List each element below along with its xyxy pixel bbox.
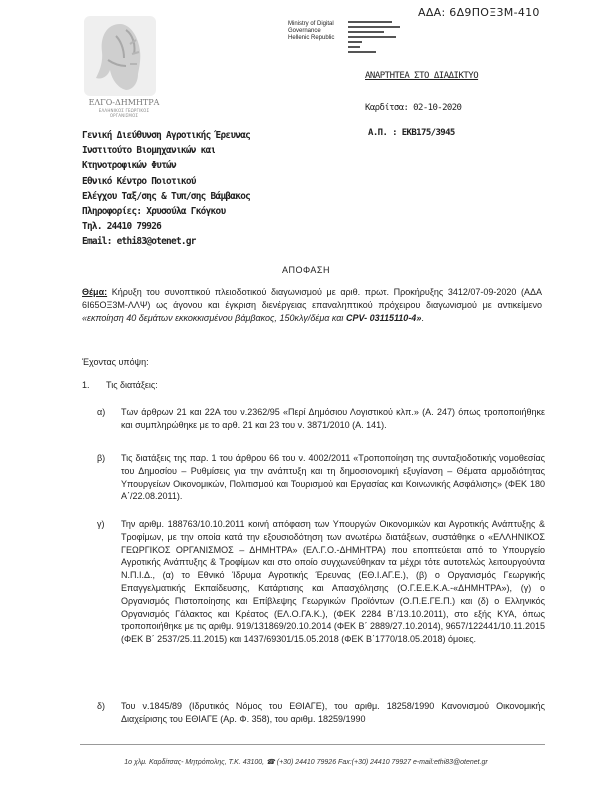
having-heading: Έχοντας υπόψη: [82, 357, 149, 367]
dimitra-head-icon [80, 14, 160, 100]
list-item [97, 700, 545, 726]
sender-line: Ελέγχου Ταξ/σης & Τυπ/σης Βάμβακος [82, 190, 251, 202]
list-item-mark: β) [97, 453, 106, 463]
section-1-heading [82, 380, 158, 390]
section-number: 1. [82, 380, 90, 390]
elgo-dimitra-logo [80, 14, 160, 100]
sender-phone: Τηλ. 24410 79926 [82, 221, 162, 233]
list-item-text: Τις διατάξεις της παρ. 1 του άρθρου 66 του ν. 4002/2011 «Τροποποίηση της συνταξιοδοτικής νομοθεσίας του Δημοσίου – Ρυθμίσεις για την ανάπτυξη και τη δημοσιονομική εξυγίανση – Θέματα αρμοδιότητας Υπουργείων Οικονομικών, Πολιτισμού και Τουρισμού και Εργασίας και Κοινωνικής Ασφάλισης» (ΦΕΚ 180 Α΄/22.08.2011). [121, 453, 545, 502]
footer-divider [80, 744, 545, 745]
ministry-block [288, 21, 334, 42]
footer-address: 1ο χλμ. Καρδίτσας- Μητρόπολης, Τ.Κ. 43100, ☎ (+30) 24410 79926 Fax:(+30) 24410 79927 e-mail:ethi83@otenet.gr [124, 759, 488, 766]
sender-line: Πληροφορίες: Χρυσούλα Γκόγκου [82, 206, 226, 218]
signature-stamp-icon [348, 20, 408, 56]
list-item-text: Των άρθρων 21 και 22Α του ν.2362/95 «Περί Δημόσιου Λογιστικού κλπ.» (Α. 247) όπως τροποποιήθηκε και συμπληρώθηκε με το αρθ. 21 και 23 του ν. 3871/2010 (Α. 141). [121, 407, 545, 430]
sender-block [82, 128, 250, 250]
list-item [97, 518, 545, 646]
list-item-mark: γ) [97, 519, 105, 529]
list-item [97, 406, 545, 432]
list-item [97, 452, 545, 503]
list-item-text: Του ν.1845/89 (Ιδρυτικός Νόμος του ΕΘΙΑΓΕ), του αριθμ. 18258/1990 Κανονισμού Οικονομικής Διαχείρισης του ΕΘΙΑΓΕ (Αρ. Φ. 358), του αριθμ. 18259/1990 [121, 701, 545, 724]
subject-end: . [421, 313, 424, 323]
ministry-line: Ministry of Digital [288, 21, 334, 27]
digital-signature-stamp [348, 20, 408, 58]
section-label: Τις διατάξεις: [106, 380, 158, 390]
logo-subcaption: ΕΛΛΗΝΙΚΟΣ ΓΕΩΡΓΙΚΟΣ ΟΡΓΑΝΙΣΜΟΣ [98, 108, 150, 118]
sender-line: Κτηνοτροφικών Φυτών [82, 160, 176, 172]
subject-cpv: CPV- 03115110-4» [343, 313, 422, 323]
list-item-mark: α) [97, 407, 106, 417]
document-date: Καρδίτσα: 02-10-2020 [365, 103, 462, 113]
sender-line: Ινστιτούτο Βιομηχανικών και [82, 145, 216, 157]
sender-line: Εθνικό Κέντρο Ποιοτικού [82, 175, 196, 187]
document-title: ΑΠΟΦΑΣΗ [282, 265, 330, 275]
ada-code: ΑΔΑ: 6Δ9ΠΟΞ3Μ-410 [418, 6, 540, 19]
ministry-line: Governance [288, 28, 321, 34]
subject-label: Θέμα: [82, 287, 108, 297]
list-item-text: Την αριθμ. 188763/10.10.2011 κοινή απόφαση των Υπουργών Οικονομικών και Αγροτικής Ανάπτυξης & Τροφίμων, με την οποία κατά την εξουσιοδότηση των ανωτέρω διατάξεων, συστάθηκε ο «ΕΛΛΗΝΙΚΟΣ ΓΕΩΡΓΙΚΟΣ ΟΡΓΑΝΙΣΜΟΣ – ΔΗΜΗΤΡΑ» (ΕΛ.Γ.Ο.-ΔΗΜΗΤΡΑ) που εποπτεύεται από το Υπουργείο Αγροτικής Ανάπτυξης & Τροφίμων και στο οποίο συγχωνεύθηκαν τα μέχρι τότε αυτοτελώς λειτουργούντα Ν.Π.Ι.Δ., (α) το Εθνικό Ίδρυμα Αγροτικής Έρευνας (ΕΘ.Ι.ΑΓ.Ε.), (β) ο Οργανισμός Γεωργικής Επαγγελματικής Εκπαίδευσης, Κατάρτισης και Απασχόλησης (Ο.Γ.Ε.Ε.Κ.Α.-«ΔΗΜΗΤΡΑ»), (γ) ο Οργανισμός Πιστοποίησης και Επίβλεψης Γεωργικών Προϊόντων (Ο.Π.Ε.ΓΕ.Π.) και (δ) ο Ελληνικός Οργανισμός Γάλακτος και Κρέατος (ΕΛ.Ο.ΓΑ.Κ.), (ΦΕΚ 2284 Β΄/13.10.2011), στο εξής ΚΥΑ, όπως τροποποιήθηκε με τις αριθμ. 919/131869/20.10.2014 (ΦΕΚ Β΄ 2889/27.10.2014), 9657/122441/10.11.2015 (ΦΕΚ Β΄ 2537/25.11.2015) και 1437/69301/15.05.2018 (ΦΕΚ Β΄1770/18.05.2018) όμοιες. [121, 519, 546, 645]
subject-text: Κήρυξη του συνοπτικού πλειοδοτικού διαγωνισμού με αριθ. πρωτ. Προκήρυξης 3412/07-09-2020 (ΑΔΑ 6Ι65ΟΞ3Μ-ΛΛΨ) ως άγονου και έγκριση διενέργειας επαναληπτικού πρόχειρου διαγωνισμού με αντικείμενο [82, 287, 542, 310]
ministry-line: Hellenic Republic [288, 35, 335, 41]
subject-italic: «εκποίηση 40 δεμάτων εκκοκκισμένου βάμβακος, 150κλγ/δέμα και [82, 313, 344, 323]
posting-notice: ΑΝΑΡΤΗΤΕΑ ΣΤΟ ΔΙΑΔΙΚΤΥΟ [365, 71, 479, 81]
logo-caption: ΕΛΓΟ-ΔΗΜΗΤΡΑ [88, 98, 160, 107]
sender-email[interactable]: Email: ethi83@otenet.gr [82, 236, 196, 248]
protocol-number: Α.Π. : ΕΚΒ175/3945 [368, 128, 455, 138]
sender-line: Γενική Διεύθυνση Αγροτικής Έρευνας [82, 130, 251, 141]
list-item-mark: δ) [97, 701, 106, 711]
subject-paragraph [82, 286, 542, 325]
